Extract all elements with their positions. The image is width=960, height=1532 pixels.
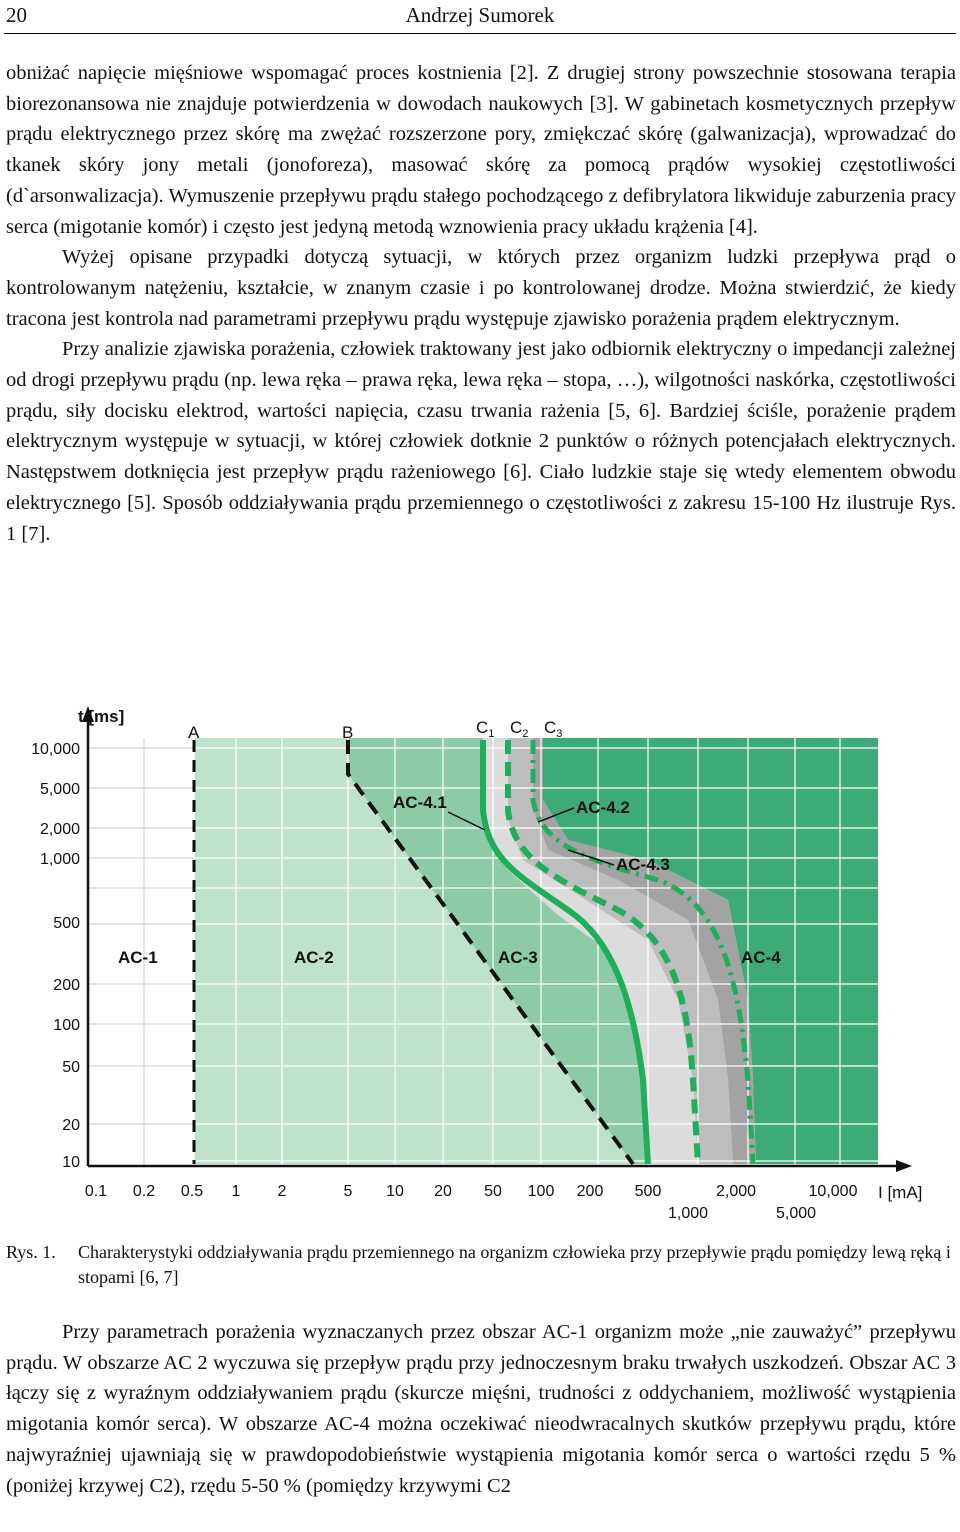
zone-ac41-label: AC-4.1 bbox=[393, 793, 447, 812]
x-tick: 10 bbox=[386, 1183, 404, 1200]
y-tick: 5,000 bbox=[39, 781, 80, 798]
zone-ac3-label: AC-3 bbox=[498, 948, 538, 967]
x-tick: 5 bbox=[343, 1183, 353, 1200]
paragraph: Wyżej opisane przypadki dotyczą sytuacji, w których przez organizm ludzki przepływa prąd o kontrolowanym natężeniu, kształcie, w znanym czasie i po kontrolowanej drodze. Można stwierdzić, że kiedy tracona jest kontrola nad parametrami przepływu prądu występuje zjawisko porażenia prądem elektrycznym. bbox=[6, 246, 956, 330]
y-tick: 100 bbox=[53, 1017, 80, 1034]
running-head: Andrzej Sumorek bbox=[405, 3, 555, 27]
curve-a-label: A bbox=[188, 723, 200, 742]
zone-ac2-label: AC-2 bbox=[294, 948, 334, 967]
x-tick: 50 bbox=[484, 1183, 502, 1200]
zone-ac43-label: AC-4.3 bbox=[616, 855, 670, 874]
x-tick: 0.1 bbox=[84, 1183, 108, 1200]
y-tick: 500 bbox=[53, 915, 80, 932]
curve-c3-label bbox=[544, 718, 562, 740]
curve-c3-letter: C bbox=[544, 718, 557, 737]
x-tick: 0.5 bbox=[180, 1183, 204, 1200]
curve-c2-label bbox=[510, 718, 528, 740]
y-tick: 10,000 bbox=[31, 741, 80, 758]
x-axis-arrow bbox=[896, 1160, 912, 1172]
header-rule bbox=[4, 33, 956, 34]
body-text-bottom bbox=[6, 1317, 956, 1501]
page-number: 20 bbox=[6, 3, 27, 27]
page-header bbox=[0, 0, 960, 36]
curve-c3-sub: 3 bbox=[556, 728, 563, 740]
x-tick: 500 bbox=[634, 1183, 662, 1200]
body-text-top bbox=[6, 58, 956, 549]
curve-c1-label bbox=[476, 718, 494, 740]
x-tick: 2,000 bbox=[715, 1183, 757, 1200]
x-tick: 10,000 bbox=[808, 1183, 858, 1200]
y-tick: 1,000 bbox=[39, 851, 80, 868]
caption-text: Charakterystyki oddziaływania prądu przemiennego na organizm człowieka przy przepływie prądu pomiędzy lewą ręką i stopami [6, 7] bbox=[78, 1242, 951, 1287]
x-axis-label: I [mA] bbox=[878, 1183, 923, 1202]
y-tick: 2,000 bbox=[39, 821, 80, 838]
x-tick: 200 bbox=[576, 1183, 604, 1200]
x-tick: 20 bbox=[434, 1183, 452, 1200]
paragraph: Przy parametrach porażenia wyznaczanych przez obszar AC-1 organizm może „nie zauważyć” przepływu prądu. W obszarze AC 2 wyczuwa się przepływ prądu przy jednoczesnym braku trwałych uszkodzeń. Obszar AC 3 łączy się z wyraźnym oddziaływaniem prądu (skurcze mięśni, trudności z oddychaniem, możliwość wystąpienia migotania komór serca). W obszarze AC-4 można oczekiwać nieodwracalnych skutków przepływu prądu, które najwyraźniej ujawniają się w prawdopodobieństwie wystąpienia migotania komór serca o wartości rzędu 5 % (poniżej krzywej C2), rzędu 5-50 % (pomiędzy krzywymi C2 bbox=[6, 1321, 956, 1497]
x-tick: 1 bbox=[231, 1183, 241, 1200]
y-axis-label: t [ms] bbox=[78, 707, 125, 726]
caption-label: Rys. 1. bbox=[6, 1242, 56, 1262]
zone-ac42-label: AC-4.2 bbox=[576, 798, 630, 817]
y-tick-labels bbox=[31, 741, 80, 1171]
curve-b-label: B bbox=[342, 723, 354, 742]
figure-ac-effects-chart bbox=[31, 700, 942, 1230]
y-tick: 50 bbox=[62, 1059, 80, 1076]
paragraph: Przy analizie zjawiska porażenia, człowiek traktowany jest jako odbiornik elektryczny o impedancji zależnej od drogi przepływu prądu (np. lewa ręka – prawa ręka, lewa ręka – stopa, …), wilgotności naskórka, częstotliwości prądu, siły docisku elektrod, wartości napięcia, czasu trwania rażenia [5, 6]. Bardziej ściśle, porażenie prądem elektrycznym występuje w sytuacji, w której człowiek dotknie 2 punktów o różnych potencjałach elektrycznych. Następstwem dotknięcia jest przepływ prądu rażeniowego [6]. Ciało ludzkie staje się wtedy elementem obwodu elektrycznego [5]. Sposób oddziaływania prądu przemiennego o częstotliwości z zakresu 15-100 Hz ilustruje Rys. 1 [7]. bbox=[6, 338, 956, 545]
x-tick: 0.2 bbox=[132, 1183, 156, 1200]
x-tick: 2 bbox=[277, 1183, 287, 1200]
x-tick: 1,000 bbox=[667, 1205, 709, 1222]
y-tick: 200 bbox=[53, 977, 80, 994]
y-tick: 10 bbox=[62, 1154, 80, 1171]
x-tick-labels bbox=[85, 1183, 858, 1222]
curve-c1-sub: 1 bbox=[488, 728, 495, 740]
zone-ac4-label: AC-4 bbox=[741, 948, 781, 967]
x-tick: 100 bbox=[527, 1183, 555, 1200]
x-tick: 5,000 bbox=[775, 1205, 817, 1222]
paragraph: obniżać napięcie mięśniowe wspomagać proces kostnienia [2]. Z drugiej strony powszechnie stosowana terapia biorezonansowa nie znajduje potwierdzenia w dowodach naukowych [3]. W gabinetach kosmetycznych przepływ prądu elektrycznego przez skórę ma zwężać rozszerzone pory, zmiękczać skórę (galwanizacja), wprowadzać do tkanek skóry jony metali (jonoforeza), masować skórę za pomocą prądów wysokiej częstotliwości (d`arsonwalizacja). Wymuszenie przepływu prądu stałego pochodzącego z defibrylatora likwiduje zaburzenia pracy serca (migotanie komór) i często jest jedyną metodą wznowienia pracy układu krążenia [4]. bbox=[6, 62, 956, 238]
curve-c2-letter: C bbox=[510, 718, 523, 737]
y-tick: 20 bbox=[62, 1117, 80, 1134]
zone-ac1-label: AC-1 bbox=[118, 948, 158, 967]
curve-c2-sub: 2 bbox=[522, 728, 529, 740]
curve-c1-letter: C bbox=[476, 718, 489, 737]
